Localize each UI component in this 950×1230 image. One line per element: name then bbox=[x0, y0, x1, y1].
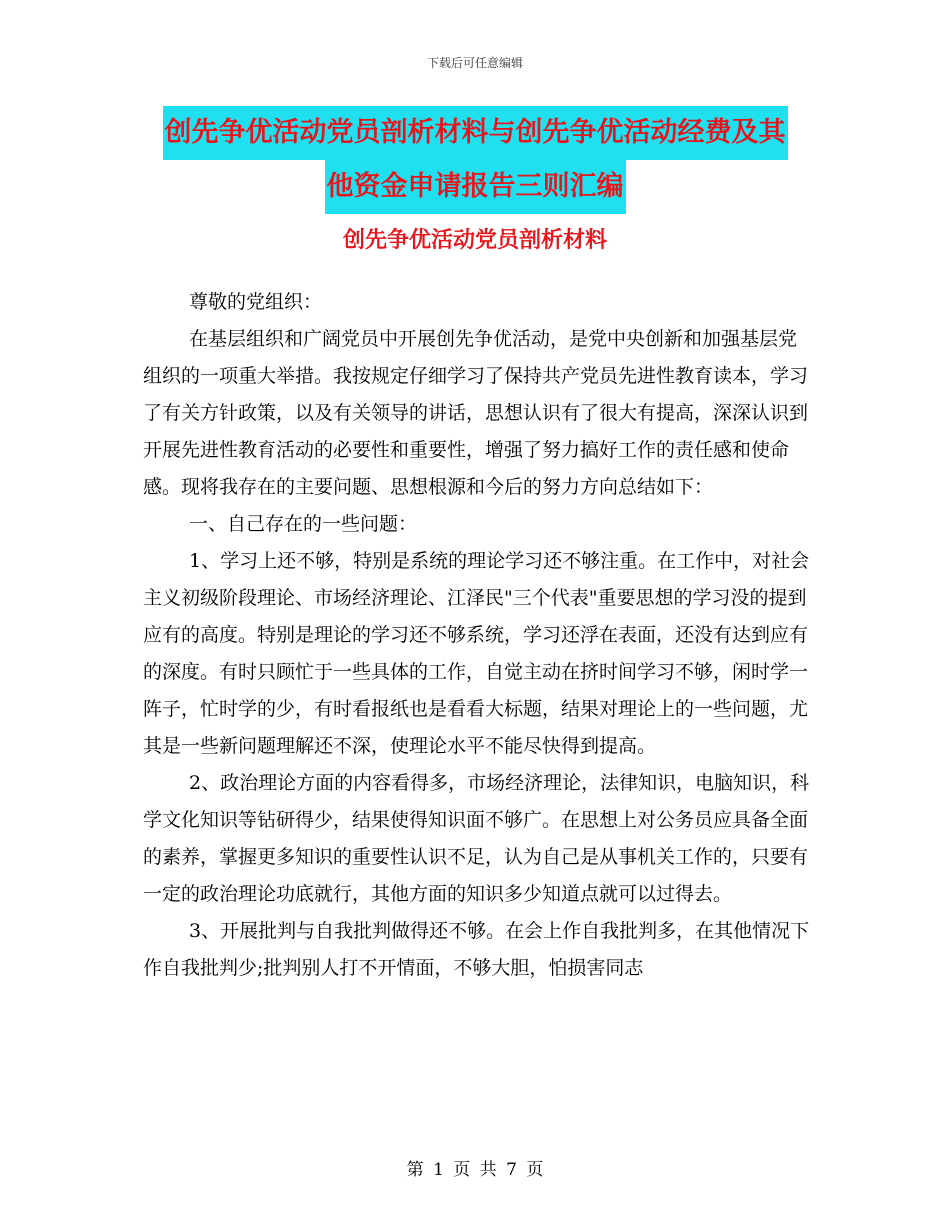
paragraph-intro: 在基层组织和广阔党员中开展创先争优活动，是党中央创新和加强基层党组织的一项重大举措。我按规定仔细学习了保持共产党员先进性教育读本，学习了有关方针政策，以及有关领导的讲话，思想认识有了很大有提高，深深认识到开展先进性教育活动的必要性和重要性，增强了努力搞好工作的责任感和使命感。现将我存在的主要问题、思想根源和今后的努力方向总结如下： bbox=[143, 328, 809, 498]
title-line-2: 他资金申请报告三则汇编 bbox=[325, 160, 626, 214]
document-body bbox=[143, 284, 815, 987]
problem-item-3: 3、开展批判与自我批判做得还不够。在会上作自我批判多，在其他情况下作自我批判少;批判别人打不开情面，不够大胆，怕损害同志 bbox=[143, 920, 810, 979]
heading-problems: 一、自己存在的一些问题： bbox=[189, 513, 418, 535]
header-note: 下载后可任意编辑 bbox=[426, 56, 523, 70]
problem-item-1: 1、学习上还不够，特别是系统的理论学习还不够注重。在工作中，对社会主义初级阶段理论、市场经济理论、江泽民"三个代表"重要思想的学习没的提到应有的高度。特别是理论的学习还不够系统，学习还浮在表面，还没有达到应有的深度。有时只顾忙于一些具体的工作，自觉主动在挤时间学习不够，闲时学一阵子，忙时学的少，有时看报纸也是看看大标题，结果对理论上的一些问题，尤其是一些新问题理解还不深，使理论水平不能尽快得到提高。 bbox=[143, 550, 810, 757]
page-footer: 第 1 页 共 7 页 bbox=[406, 1160, 544, 1180]
greeting: 尊敬的党组织： bbox=[189, 291, 323, 313]
problem-item-2: 2、政治理论方面的内容看得多，市场经济理论，法律知识，电脑知识，科学文化知识等钻研得少，结果使得知识面不够广。在思想上对公务员应具备全面的素养，掌握更多知识的重要性认识不足，认为自己是从事机关工作的，只要有一定的政治理论功底就行，其他方面的知识多少知道点就可以过得去。 bbox=[143, 772, 810, 905]
section-title: 创先争优活动党员剖析材料 bbox=[342, 228, 607, 253]
document-title bbox=[0, 106, 950, 214]
title-line-1: 创先争优活动党员剖析材料与创先争优活动经费及其 bbox=[163, 106, 788, 160]
